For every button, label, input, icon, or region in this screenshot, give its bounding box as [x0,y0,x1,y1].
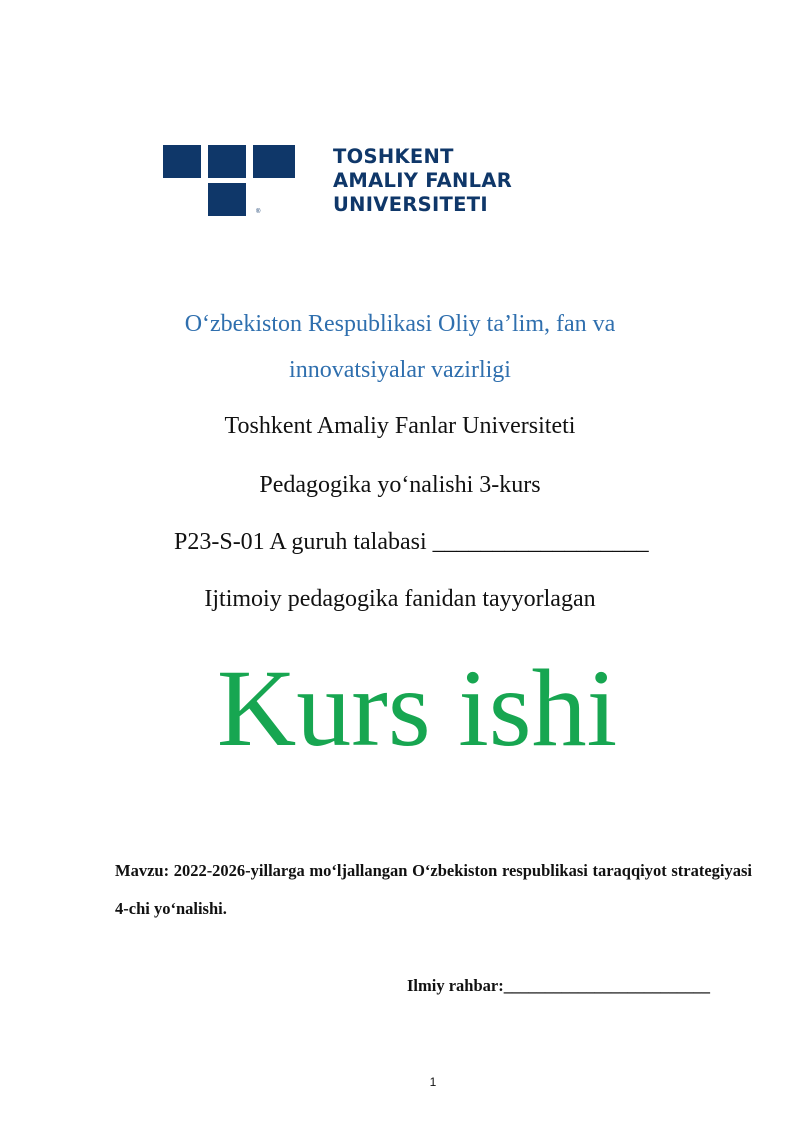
logo-line-3: UNIVERSITETI [333,193,488,216]
registered-mark: ® [256,209,261,215]
logo-line-2: AMALIY FANLAR [333,169,513,192]
document-title: Kurs ishi [216,647,618,769]
logo-square [208,183,246,216]
supervisor-line: Ilmiy rahbar:_________________________ [407,976,710,995]
student-group-line: P23-S-01 A guruh talabasi __________________ [174,529,649,555]
logo-square [163,145,201,178]
topic-paragraph: Mavzu: 2022-2026-yillarga mo‘ljallangan O‘zbekiston respublikasi taraqqiyot strategiyasi 4-chi yo‘nalishi. [115,861,752,918]
university-name: Toshkent Amaliy Fanlar Universiteti [224,413,576,439]
ministry-heading [0,301,800,393]
logo-line-1: TOSHKENT [333,145,454,168]
ministry-line-1: O‘zbekiston Respublikasi Oliy ta’lim, fan va [184,311,616,337]
page-number: 1 [429,1075,437,1089]
ministry-line-2: innovatsiyalar vazirligi [289,357,511,383]
logo-square [208,145,246,178]
logo-wordmark [333,145,512,217]
subject-line: Ijtimoiy pedagogika fanidan tayyorlagan [204,586,596,612]
logo-square [253,145,295,178]
direction-line: Pedagogika yo‘nalishi 3-kurs [259,472,541,498]
university-logo [163,145,583,220]
